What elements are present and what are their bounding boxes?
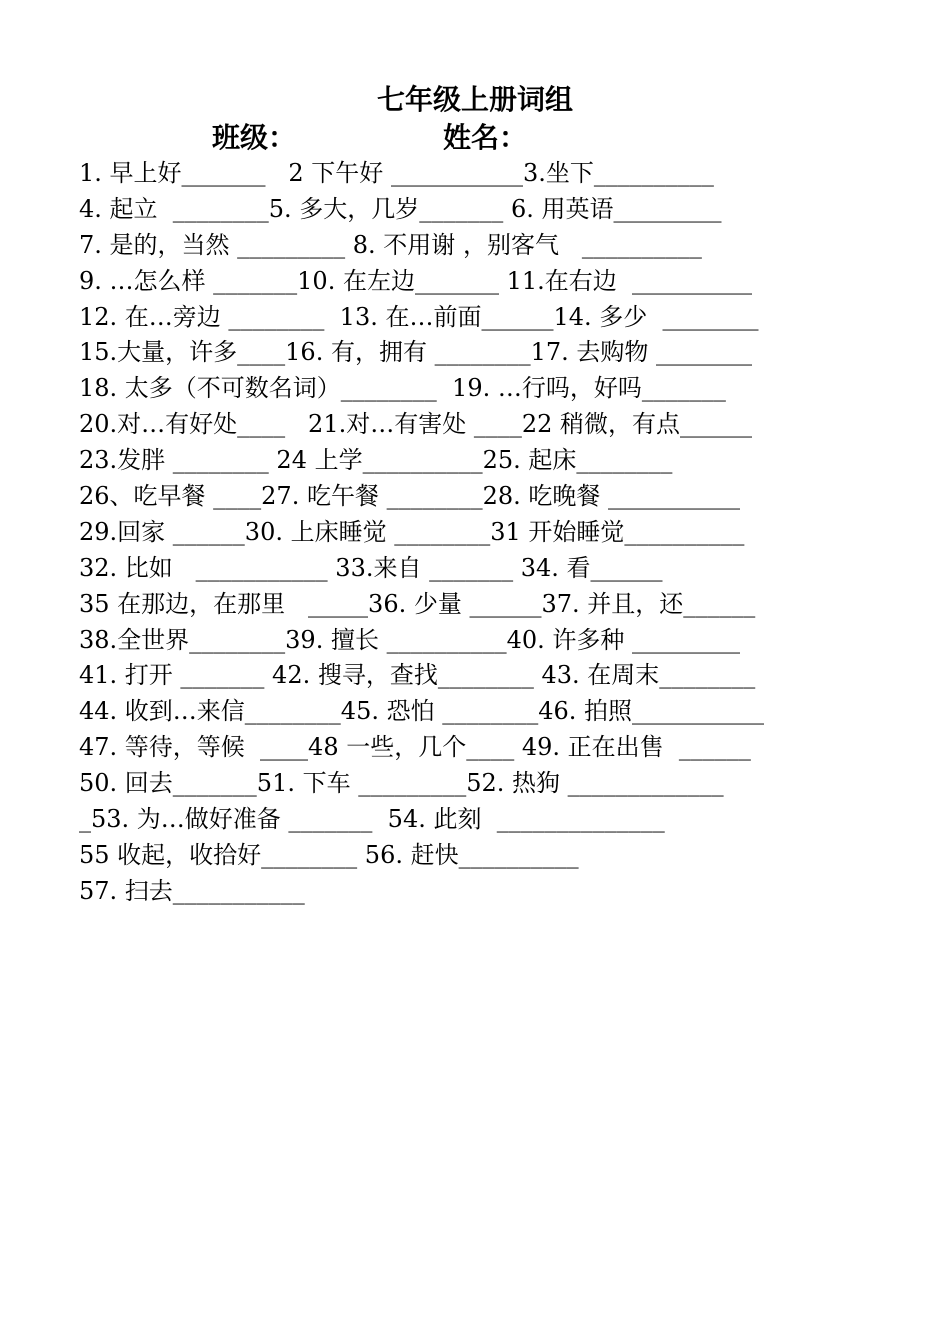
phrase-line: 18. 太多（不可数名词）________ 19. …行吗，好吗_______ <box>79 374 726 403</box>
phrase-line: 32. 比如 ___________ 33.来自 _______ 34. 看______ <box>79 553 663 582</box>
phrase-line: 29.回家 ______30. 上床睡觉 ________31 开始睡觉__________ <box>79 517 745 546</box>
phrase-line: 50. 回去_______51. 下车 _________52. 热狗 _____________ <box>79 769 724 798</box>
name-label: 姓名： <box>443 121 528 154</box>
phrase-line: 38.全世界________39. 擅长 __________40. 许多种 _________ <box>79 625 741 654</box>
phrase-line: _53. 为…做好准备 _______ 54. 此刻 ______________ <box>79 805 665 834</box>
phrase-line: 44. 收到…来信________45. 恐怕 ________46. 拍照___________ <box>79 697 765 726</box>
phrase-line: 35 在那边，在那里 _____36. 少量 ______37. 并且，还______ <box>79 589 756 618</box>
phrase-line: 4. 起立 ________5. 多大，几岁_______ 6. 用英语_________ <box>79 194 722 223</box>
phrase-line: 9. …怎么样 _______10. 在左边_______ 11.在右边 __________ <box>79 266 753 295</box>
phrase-line: 57. 扫去___________ <box>79 876 305 905</box>
phrase-list <box>79 156 879 910</box>
phrase-line: 15.大量，许多____16. 有，拥有 ________17. 去购物 ________ <box>79 338 753 367</box>
phrase-line: 55 收起，收拾好________ 56. 赶快__________ <box>79 840 579 869</box>
phrase-line: 7. 是的，当然 _________ 8. 不用谢 ，别客气 __________ <box>79 230 702 259</box>
class-label: 班级： <box>212 121 297 154</box>
phrase-line: 47. 等待，等候 ____48 一些，几个____ 49. 正在出售 ______ <box>79 733 751 762</box>
phrase-line: 26、吃早餐 ____27. 吃午餐 ________28. 吃晚餐 ___________ <box>79 482 741 511</box>
phrase-line: 12. 在…旁边 ________ 13. 在…前面______14. 多少 ________ <box>79 302 759 331</box>
phrase-line: 20.对…有好处____ 21.对…有害处 ____22 稍微，有点______ <box>79 410 753 439</box>
phrase-line: 1. 早上好_______ 2 下午好 ___________3.坐下__________ <box>79 159 714 187</box>
phrase-line: 41. 打开 _______ 42. 搜寻，查找________ 43. 在周末________ <box>79 661 756 690</box>
page-title: 七年级上册词组 <box>376 83 573 116</box>
phrase-line: 23.发胖 ________ 24 上学__________25. 起床________ <box>79 446 673 475</box>
